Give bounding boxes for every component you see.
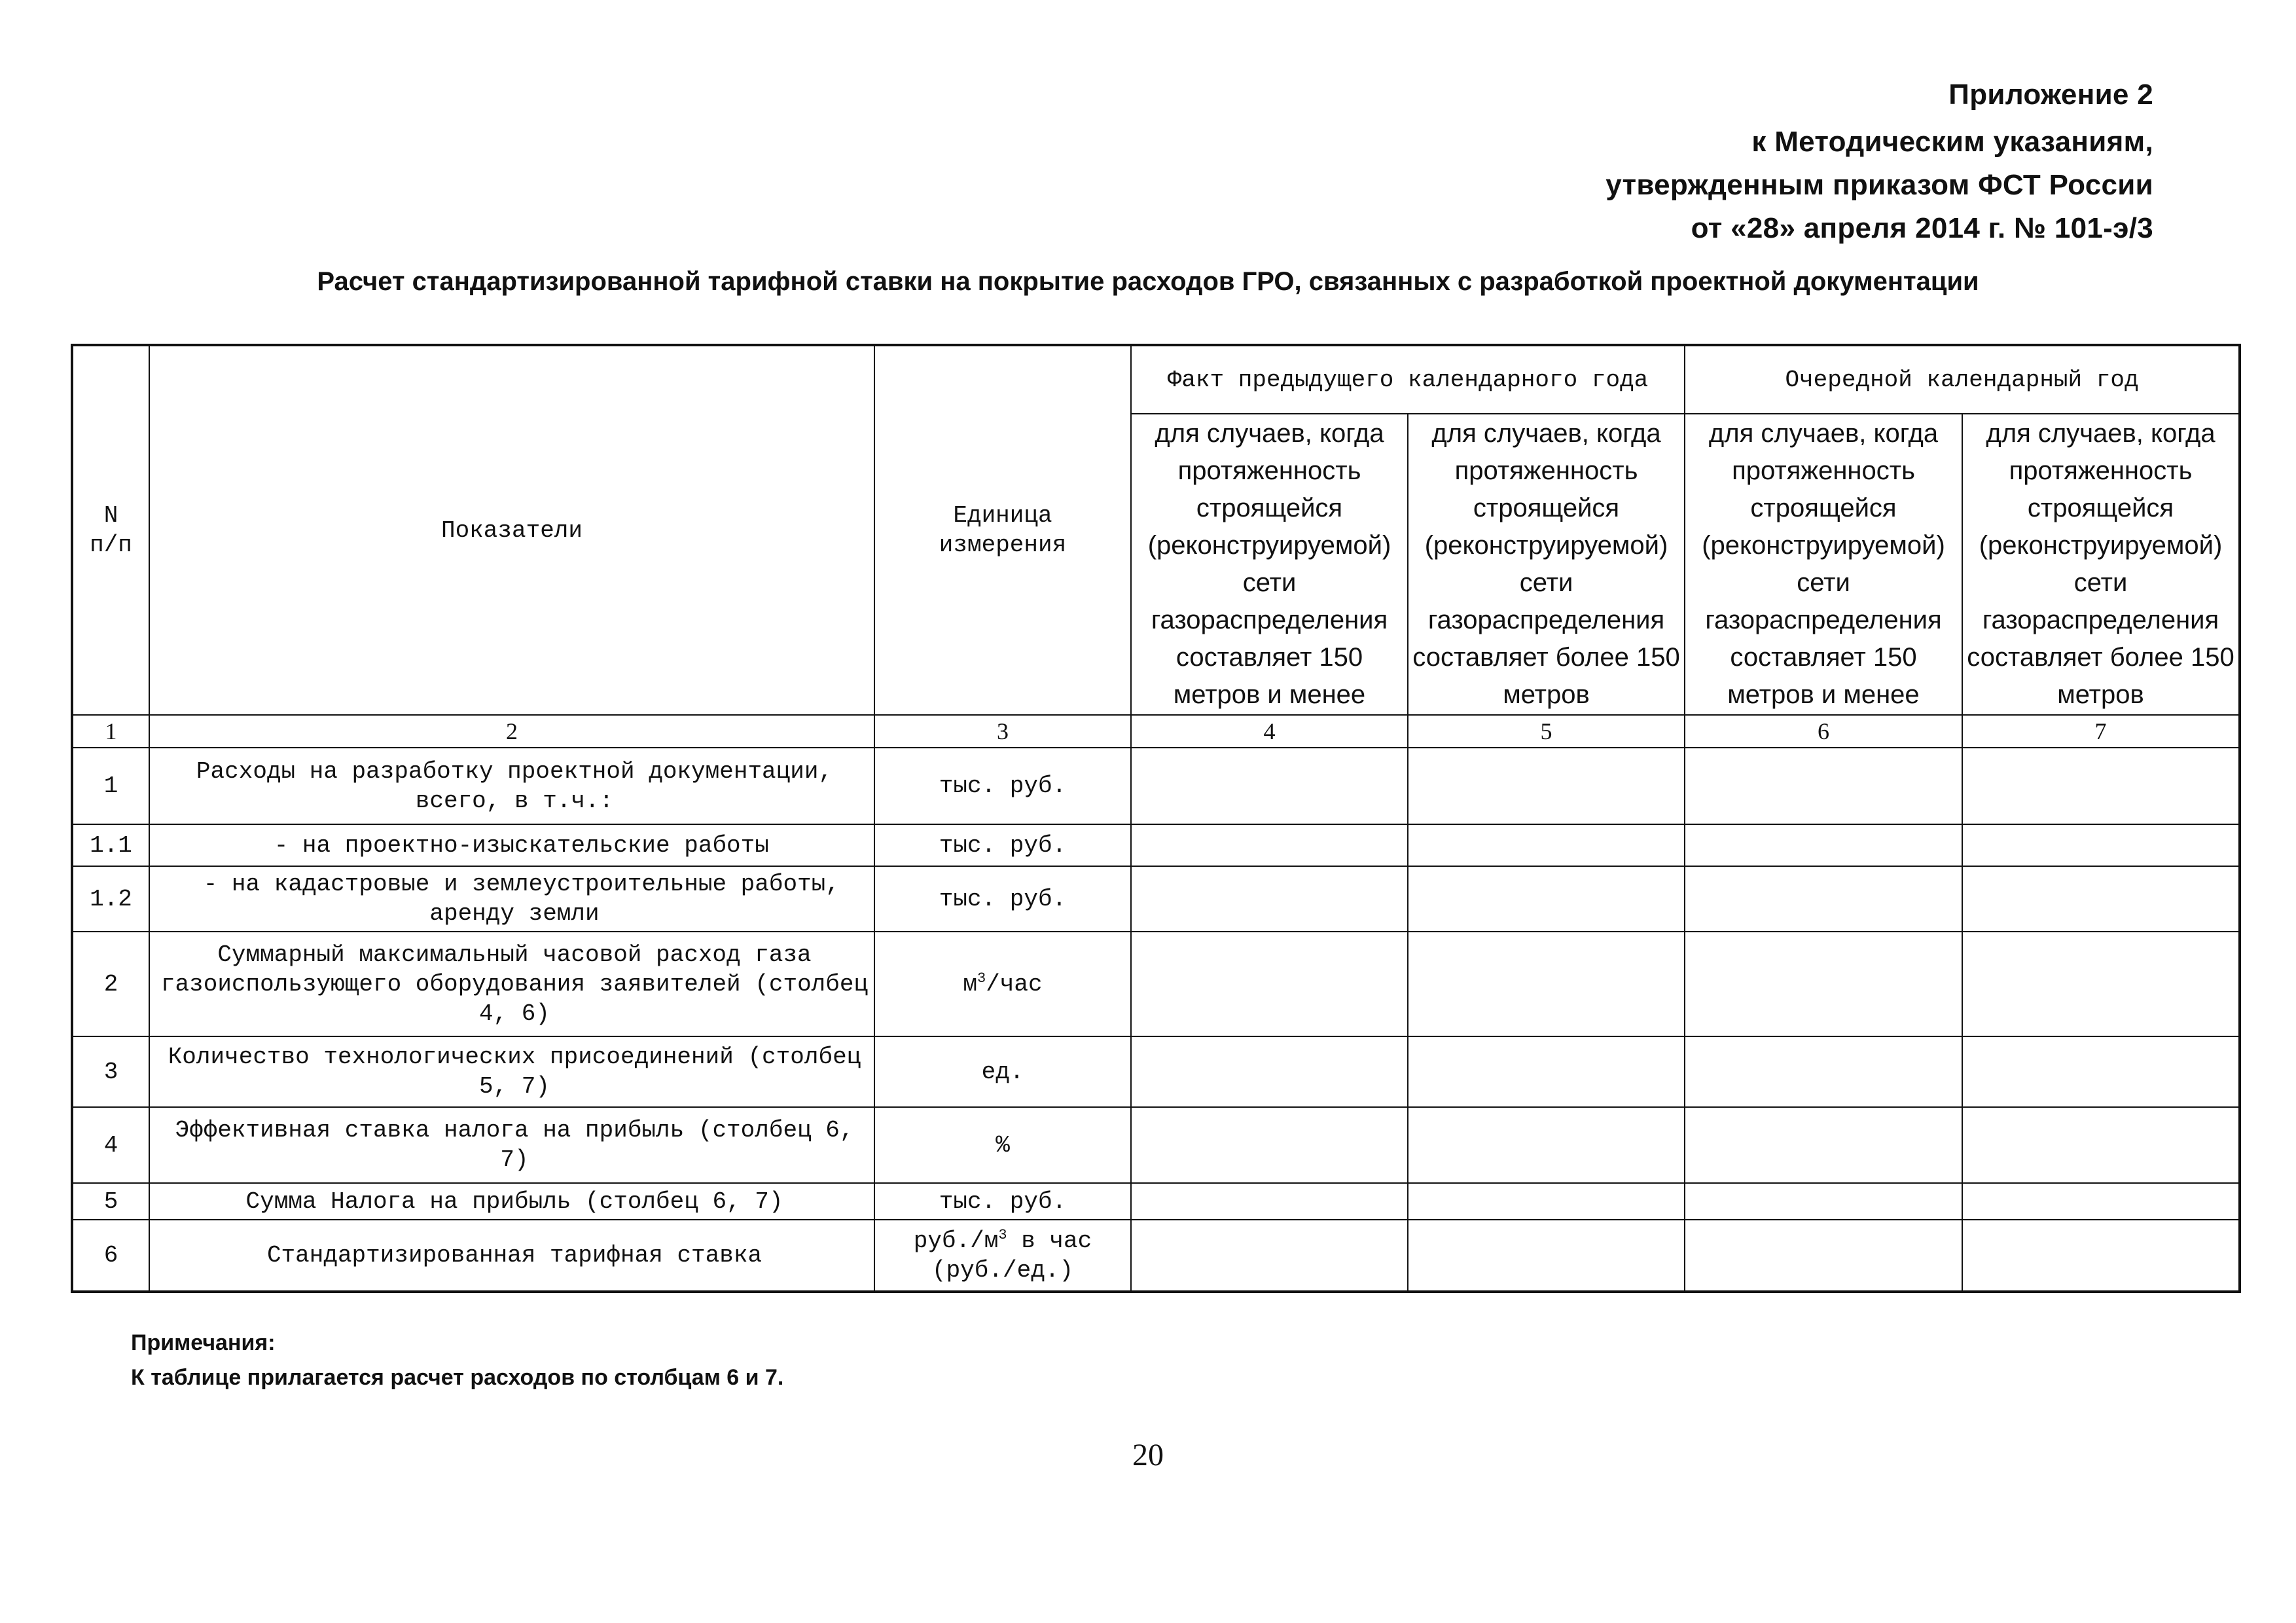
- row-unit: тыс. руб.: [874, 866, 1131, 932]
- col-number: 5: [1408, 715, 1685, 748]
- unit-sup: 3: [998, 1226, 1007, 1243]
- unit-tail: /час: [986, 970, 1043, 998]
- appendix-line-3: от «28» апреля 2014 г. № 101-э/3: [1691, 212, 2153, 244]
- value-cell: [1408, 932, 1685, 1036]
- sub-header-next-le150: для случаев, когда протяженность строящейся (реконструируемой) сети газораспределения составляет 150 метров и менее: [1685, 414, 1962, 715]
- notes-text: К таблице прилагается расчет расходов по столбцам 6 и 7.: [131, 1365, 784, 1390]
- unit-main: руб./м: [913, 1227, 999, 1254]
- sub-header-next-gt150: для случаев, когда протяженность строящейся (реконструируемой) сети газораспределения составляет более 150 метров: [1962, 414, 2240, 715]
- col-header-n: N п/п: [72, 345, 149, 715]
- row-indicator: Эффективная ставка налога на прибыль (столбец 6, 7): [149, 1107, 874, 1183]
- row-indicator: - на кадастровые и землеустроительные работы, аренду земли: [149, 866, 874, 932]
- row-number: 5: [72, 1183, 149, 1220]
- appendix-line-2: утвержденным приказом ФСТ России: [1605, 169, 2153, 201]
- value-cell: [1131, 1036, 1408, 1107]
- value-cell: [1408, 1107, 1685, 1183]
- col-header-unit: Единица измерения: [874, 345, 1131, 715]
- value-cell: [1685, 748, 1962, 824]
- value-cell: [1131, 932, 1408, 1036]
- value-cell: [1131, 748, 1408, 824]
- row-number: 1.1: [72, 824, 149, 866]
- row-indicator: Расходы на разработку проектной документации, всего, в т.ч.:: [149, 748, 874, 824]
- value-cell: [1685, 866, 1962, 932]
- table-row: [72, 1036, 2240, 1107]
- value-cell: [1131, 1107, 1408, 1183]
- value-cell: [1962, 824, 2240, 866]
- value-cell: [1685, 1183, 1962, 1220]
- notes-block: [131, 1326, 783, 1395]
- row-unit: ед.: [874, 1036, 1131, 1107]
- group-header-next: Очередной календарный год: [1685, 345, 2240, 414]
- value-cell: [1408, 748, 1685, 824]
- row-unit: тыс. руб.: [874, 1183, 1131, 1220]
- value-cell: [1962, 1107, 2240, 1183]
- row-unit: тыс. руб.: [874, 824, 1131, 866]
- table-row: [72, 824, 2240, 866]
- col-number: 7: [1962, 715, 2240, 748]
- appendix-header: [1605, 73, 2153, 250]
- row-unit: [874, 1220, 1131, 1292]
- notes-heading: Примечания:: [131, 1330, 276, 1355]
- value-cell: [1685, 824, 1962, 866]
- value-cell: [1685, 1220, 1962, 1292]
- document-title: Расчет стандартизированной тарифной ставки на покрытие расходов ГРО, связанных с разработкой проектной документации: [317, 267, 1979, 296]
- value-cell: [1131, 866, 1408, 932]
- col-number: 3: [874, 715, 1131, 748]
- column-number-row: [72, 715, 2240, 748]
- group-header-fact: Факт предыдущего календарного года: [1131, 345, 1685, 414]
- value-cell: [1131, 1183, 1408, 1220]
- row-unit: %: [874, 1107, 1131, 1183]
- value-cell: [1962, 932, 2240, 1036]
- value-cell: [1408, 1220, 1685, 1292]
- tariff-table: [71, 344, 2241, 1293]
- value-cell: [1685, 932, 1962, 1036]
- value-cell: [1962, 1220, 2240, 1292]
- value-cell: [1408, 1183, 1685, 1220]
- sub-header-fact-gt150: для случаев, когда протяженность строящейся (реконструируемой) сети газораспределения составляет более 150 метров: [1408, 414, 1685, 715]
- col-number: 4: [1131, 715, 1408, 748]
- value-cell: [1962, 1036, 2240, 1107]
- table-row: [72, 1107, 2240, 1183]
- row-unit: [874, 932, 1131, 1036]
- row-indicator: Суммарный максимальный часовой расход газа газоиспользующего оборудования заявителей (столбец 4, 6): [149, 932, 874, 1036]
- appendix-line-1: к Методическим указаниям,: [1751, 126, 2153, 158]
- unit-line-2: (руб./ед.): [931, 1256, 1074, 1284]
- row-number: 2: [72, 932, 149, 1036]
- value-cell: [1408, 1036, 1685, 1107]
- value-cell: [1962, 1183, 2240, 1220]
- col-number: 6: [1685, 715, 1962, 748]
- row-number: 3: [72, 1036, 149, 1107]
- sub-header-fact-le150: для случаев, когда протяженность строящейся (реконструируемой) сети газораспределения составляет 150 метров и менее: [1131, 414, 1408, 715]
- value-cell: [1408, 824, 1685, 866]
- row-indicator: - на проектно-изыскательские работы: [149, 824, 874, 866]
- value-cell: [1685, 1036, 1962, 1107]
- table-row: [72, 748, 2240, 824]
- value-cell: [1131, 824, 1408, 866]
- value-cell: [1408, 866, 1685, 932]
- table-row: [72, 866, 2240, 932]
- value-cell: [1962, 748, 2240, 824]
- row-indicator: Сумма Налога на прибыль (столбец 6, 7): [149, 1183, 874, 1220]
- page-number: 20: [1132, 1438, 1164, 1472]
- col-header-indicators: Показатели: [149, 345, 874, 715]
- value-cell: [1685, 1107, 1962, 1183]
- row-number: 4: [72, 1107, 149, 1183]
- row-number: 1.2: [72, 866, 149, 932]
- unit-main: м: [963, 970, 977, 998]
- col-number: 1: [72, 715, 149, 748]
- value-cell: [1962, 866, 2240, 932]
- row-number: 1: [72, 748, 149, 824]
- header-row-1: [72, 345, 2240, 414]
- row-number: 6: [72, 1220, 149, 1292]
- appendix-label: Приложение 2: [1948, 79, 2153, 111]
- col-number: 2: [149, 715, 874, 748]
- row-indicator: Стандартизированная тарифная ставка: [149, 1220, 874, 1292]
- value-cell: [1131, 1220, 1408, 1292]
- unit-sup: 3: [977, 970, 986, 987]
- table-row: [72, 932, 2240, 1036]
- unit-tail: в час: [1007, 1227, 1092, 1254]
- table-row: [72, 1220, 2240, 1292]
- row-indicator: Количество технологических присоединений (столбец 5, 7): [149, 1036, 874, 1107]
- row-unit: тыс. руб.: [874, 748, 1131, 824]
- table-row: [72, 1183, 2240, 1220]
